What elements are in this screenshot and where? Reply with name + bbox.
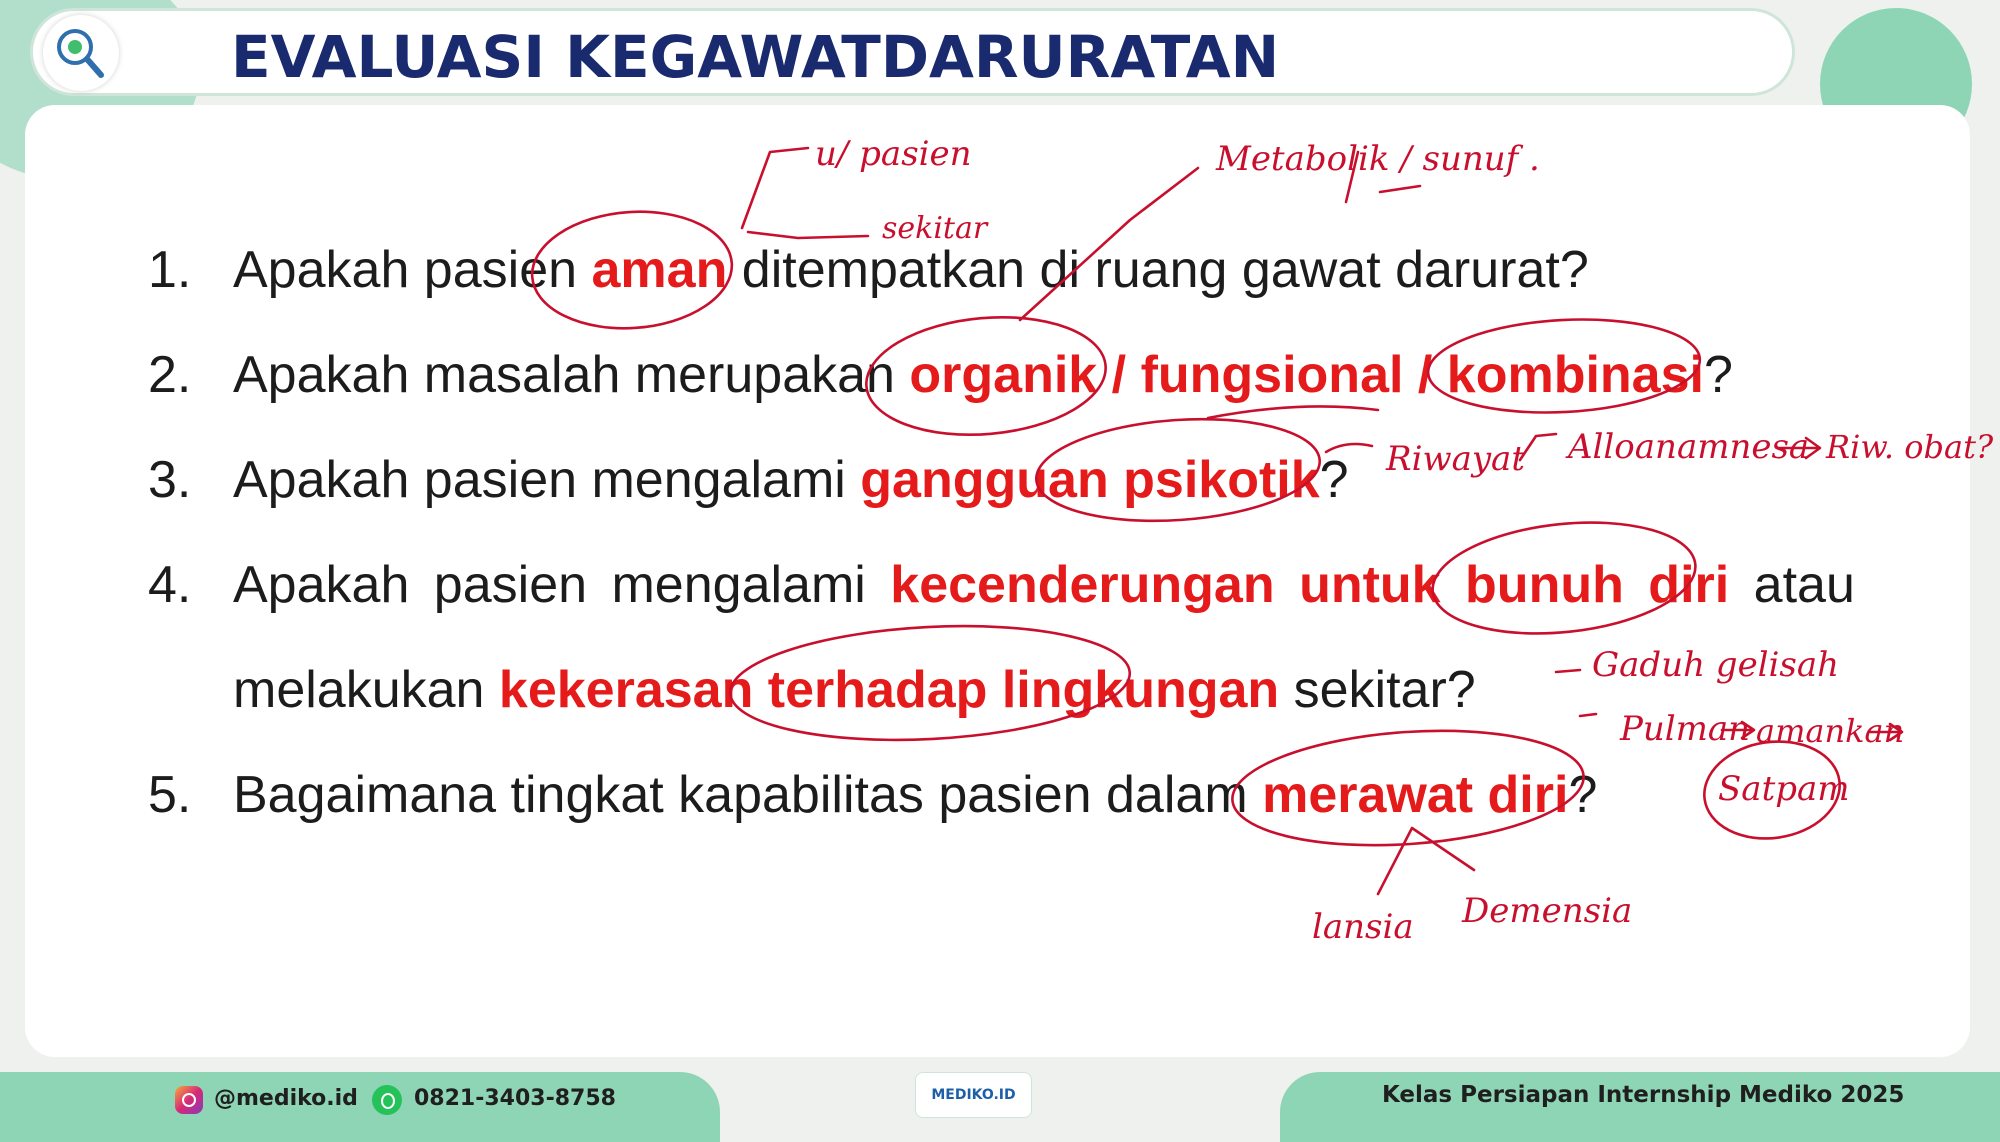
question-text-segment: ?	[1568, 766, 1598, 824]
page-title: EVALUASI KEGAWATDARURATAN	[231, 23, 1280, 91]
whatsapp-icon	[372, 1085, 402, 1115]
question-number: 3.	[148, 451, 192, 509]
ink-text-u-pasien: u/ pasien	[815, 134, 972, 174]
highlight-phrase: organik / fungsional / kombinasi	[909, 346, 1704, 404]
question-text-segment: ?	[1319, 451, 1349, 509]
question-number: 4.	[148, 556, 192, 614]
question-text-segment: melakukan	[233, 661, 499, 719]
question-number: 2.	[148, 346, 192, 404]
highlight-phrase: kekerasan terhadap lingkungan	[498, 661, 1280, 719]
question-number: 1.	[148, 241, 192, 299]
question-number: 5.	[148, 766, 192, 824]
ink-text-sekitar: sekitar	[882, 211, 988, 246]
highlight-phrase: aman	[591, 241, 728, 299]
ink-text-riwayat: Riwayat	[1386, 439, 1525, 479]
ink-text-metabolik: Metabolik / sunuf .	[1216, 139, 1540, 179]
question-text	[233, 240, 1589, 300]
question-text-segment: Apakah pasien mengalami	[233, 556, 891, 614]
question-text-segment: ditempatkan di ruang gawat darurat?	[727, 241, 1589, 299]
highlight-phrase: kecenderungan untuk bunuh diri	[890, 556, 1730, 614]
ink-text-alloanamnesa: Alloanamnesa	[1568, 427, 1810, 467]
ink-text-satpam: Satpam	[1718, 769, 1850, 809]
brand-logo: MEDIKO.ID	[915, 1072, 1032, 1118]
question-text-segment: Apakah pasien	[233, 241, 592, 299]
highlight-phrase: merawat diri	[1262, 766, 1569, 824]
question-text-segment: sekitar?	[1279, 661, 1476, 719]
question-text	[233, 765, 1597, 825]
instagram-icon	[175, 1086, 203, 1114]
question-text-segment: Bagaimana tingkat kapabilitas pasien dalam	[233, 766, 1263, 824]
ink-text-demensia: Demensia	[1462, 891, 1633, 931]
ink-text-amankan: amankan	[1756, 712, 1905, 750]
ink-text-pulman: Pulman	[1620, 709, 1751, 749]
question-text	[233, 450, 1349, 510]
question-text-segment: ?	[1703, 346, 1733, 404]
ink-text-gaduh-gelisah: Gaduh gelisah	[1592, 645, 1840, 685]
question-text	[233, 555, 1855, 615]
question-text-segment: Apakah masalah merupakan	[233, 346, 910, 404]
question-text-segment: Apakah pasien mengalami	[233, 451, 861, 509]
highlight-phrase: gangguan psikotik	[860, 451, 1320, 509]
question-text	[233, 345, 1733, 405]
ink-text-lansia: lansia	[1312, 907, 1414, 947]
whatsapp-number[interactable]: 0821-3403-8758	[414, 1086, 616, 1111]
instagram-handle[interactable]: @mediko.id	[214, 1086, 358, 1111]
question-text-segment: atau	[1729, 556, 1855, 614]
course-name: Kelas Persiapan Internship Mediko 2025	[1382, 1082, 1905, 1108]
question-continuation	[233, 660, 1476, 720]
ink-text-riw-obat: Riw. obat?	[1826, 428, 1994, 466]
